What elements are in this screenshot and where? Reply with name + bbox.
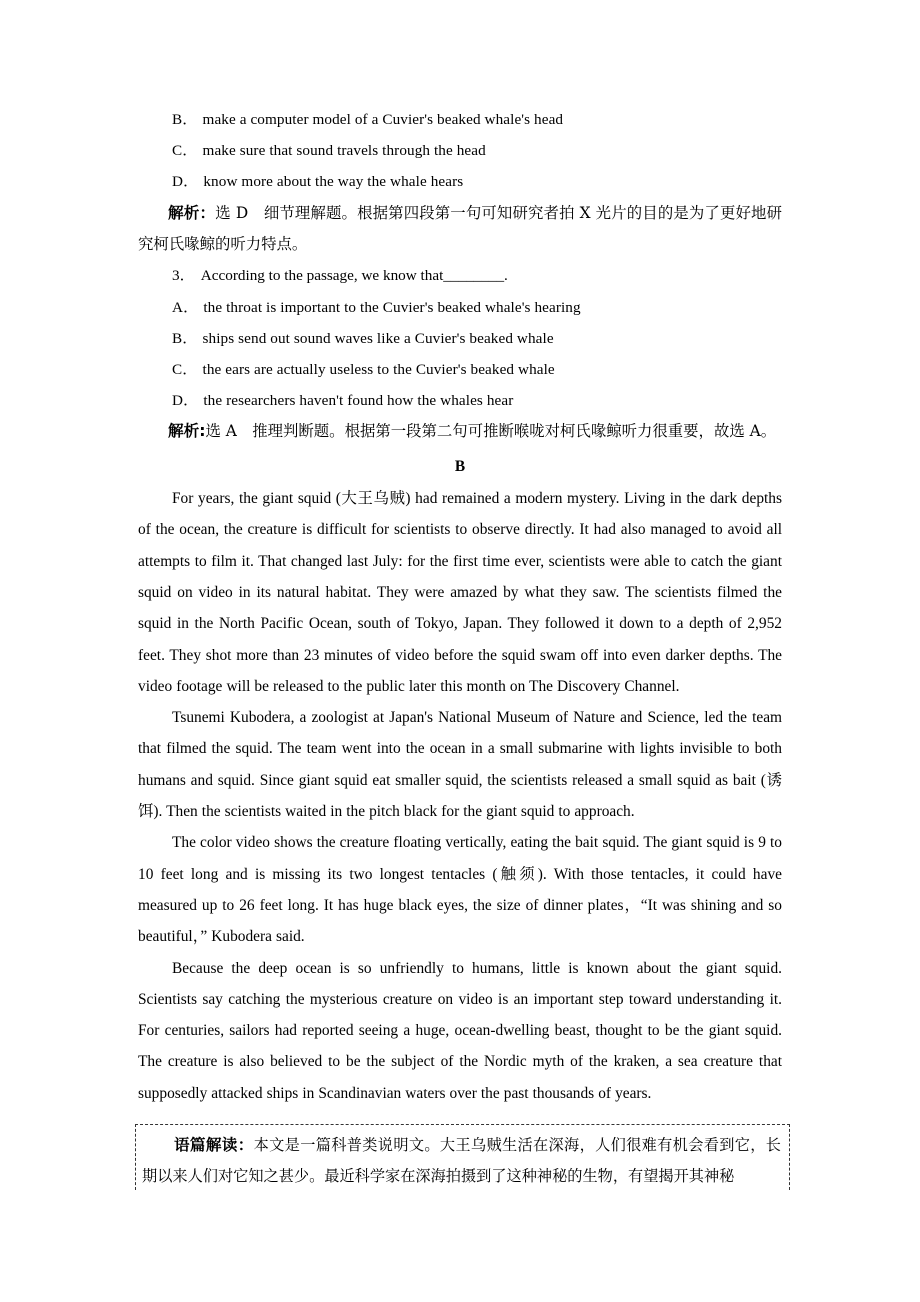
- analysis-text: 选 A 推理判断题。根据第一段第二句可推断喉咙对柯氏喙鲸听力很重要，故选 A。: [205, 422, 777, 441]
- passage-interpretation-box: [135, 1124, 790, 1190]
- option-row: [138, 323, 782, 354]
- option-letter: D．: [172, 173, 199, 191]
- option-letter: B．: [172, 111, 198, 128]
- option-text: the ears are actually useless to the Cuvier's beaked whale: [202, 361, 555, 379]
- option-row: [138, 135, 782, 166]
- option-letter: C．: [172, 142, 198, 160]
- analysis-block: [138, 416, 782, 447]
- question-text: According to the passage, we know that________.: [200, 267, 508, 285]
- question-stem: [138, 260, 782, 291]
- option-letter: C．: [172, 361, 198, 379]
- question-number: 3．: [172, 267, 195, 285]
- passage-paragraph: The color video shows the creature floating vertically, eating the bait squid. The giant squid is 9 to 10 feet long and is missing its two longest tentacles (触须). With those tentacles, it could have measured up to 26 feet long. It has huge black eyes, the size of dinner plates，“It was shining and so beautiful，” Kubodera said.: [138, 834, 782, 946]
- option-text: the researchers haven't found how the whales hear: [203, 392, 514, 410]
- option-letter: D．: [172, 392, 199, 410]
- option-text: make a computer model of a Cuvier's beaked whale's head: [202, 111, 564, 128]
- note-content: [142, 1130, 781, 1191]
- section-heading: B: [454, 457, 466, 475]
- option-text: ships send out sound waves like a Cuvier's beaked whale: [202, 329, 554, 347]
- option-letter: B．: [172, 329, 198, 347]
- note-text: 本文是一篇科普类说明文。大王乌贼生活在深海，人们很难有机会看到它，长期以来人们对它知之甚少。最近科学家在深海拍摄到了这种神秘的生物，有望揭开其神秘: [142, 1136, 781, 1185]
- analysis-label: 解析：: [168, 203, 216, 222]
- option-row: [138, 354, 782, 385]
- passage-paragraph: For years, the giant squid (大王乌贼) had remained a modern mystery. Living in the dark depths of the ocean, the creature is difficult for scientists to observe directly. It had also managed to avoid all attempts to film it. That changed last July: for the first time ever, scientists were able to catch the giant squid on video in its natural habitat. They were amazed by what they saw. The scientists filmed the squid in the North Pacific Ocean, south of Tokyo, Japan. They followed it down to a depth of 2,952 feet. They shot more than 23 minutes of video before the squid swam off into even darker depths. The video footage will be released to the public later this month on The Discovery Channel.: [138, 490, 782, 695]
- analysis-label: 解析:: [168, 422, 206, 441]
- option-row: [138, 292, 782, 323]
- option-text: know more about the way the whale hears: [203, 173, 464, 191]
- passage-paragraph: Tsunemi Kubodera, a zoologist at Japan's National Museum of Nature and Science, led the team that filmed the squid. The team went into the ocean in a small submarine with lights invisible to both humans and squid. Since giant squid eat smaller squid, the scientists released a small squid as bait (诱饵). Then the scientists waited in the pitch black for the giant squid to approach.: [138, 709, 782, 821]
- analysis-block: [138, 198, 782, 261]
- option-text: the throat is important to the Cuvier's beaked whale's hearing: [203, 298, 581, 316]
- passage-paragraph: Because the deep ocean is so unfriendly to humans, little is known about the giant squid. Scientists say catching the mysterious creature on video is an important step toward understanding it. For centuries, sailors had reported seeing a huge, ocean-dwelling beast, thought to be the giant squid. The creature is also believed to be the subject of the Nordic myth of the kraken, a sea creature that supposedly attacked ships in Scandinavian waters over the past thousands of years.: [138, 959, 782, 1102]
- option-row: [138, 166, 782, 197]
- analysis-text: 选 D 细节理解题。根据第四段第一句可知研究者拍 X 光片的目的是为了更好地研究柯氏喙鲸的听力特点。: [138, 203, 782, 254]
- option-row: [138, 385, 782, 416]
- option-text: make sure that sound travels through the head: [202, 142, 486, 160]
- note-label: 语篇解读：: [174, 1136, 254, 1154]
- document-page: [138, 104, 782, 1109]
- option-row: [138, 104, 782, 135]
- option-letter: A．: [172, 298, 199, 316]
